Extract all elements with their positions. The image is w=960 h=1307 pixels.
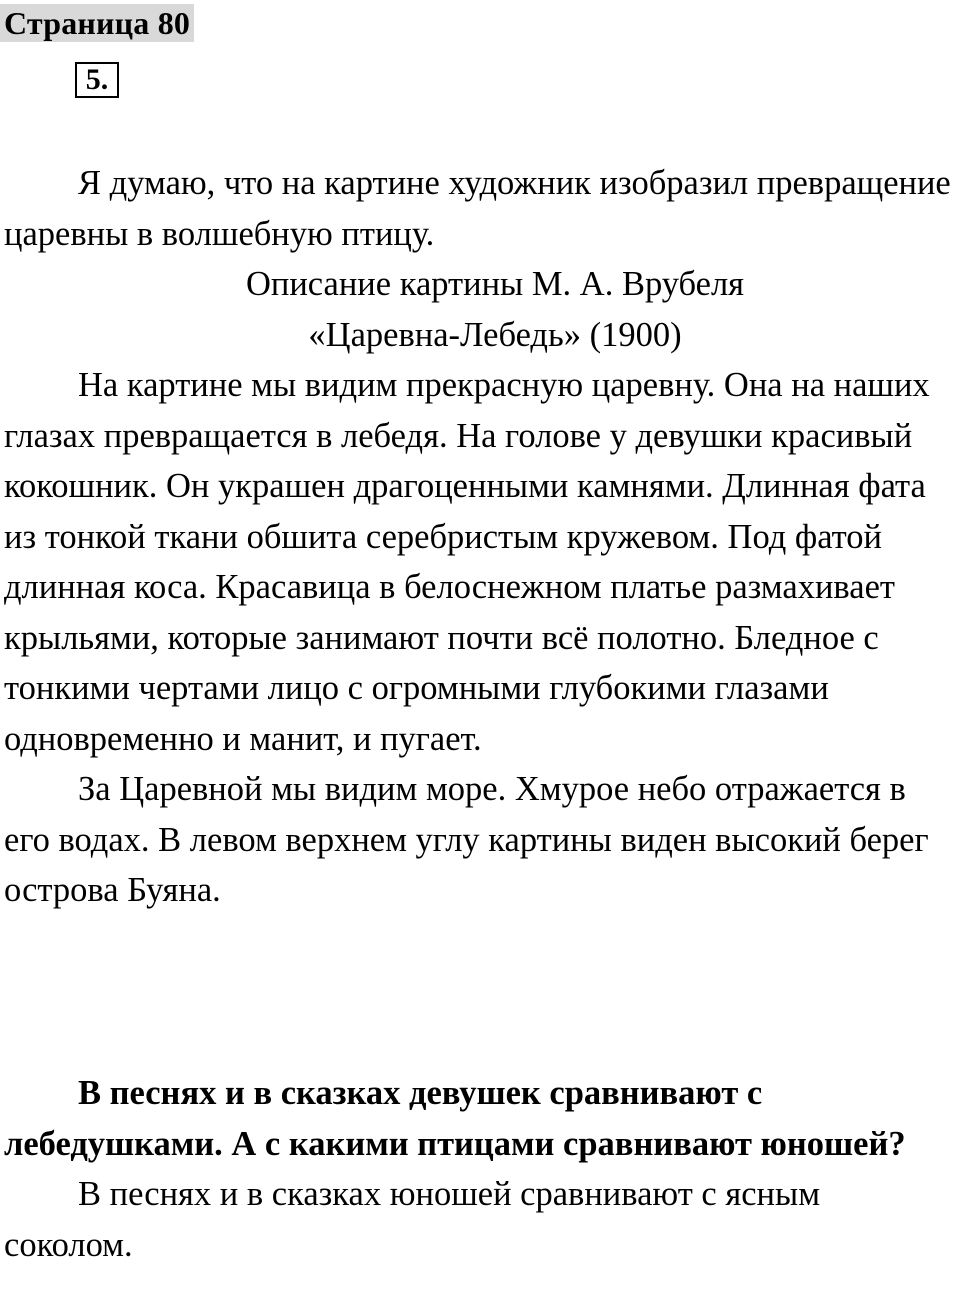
intro-paragraph: Я думаю, что на картине художник изобразил превращение царевны в волшебную птицу.	[4, 164, 951, 253]
essay-block	[4, 158, 956, 916]
essay-paragraph-1: На картине мы видим прекрасную царевну. Она на наших глазах превращается в лебедя. На голове у девушки красивый кокошник. Он украшен драгоценными камнями. Длинная фата из тонкой ткани обшита серебристым кружевом. Под фатой длинная коса. Красавица в белоснежном платье размахивает крыльями, которые занимают почти всё полотно. Бледное с тонкими чертами лицо с огромными глубокими глазами одновременно и манит, и пугает.	[4, 366, 930, 758]
page-label: Страница 80	[0, 4, 194, 42]
essay-title-line-2: «Царевна-Лебедь» (1900)	[308, 315, 682, 354]
essay-title-line-1: Описание картины М. А. Врубеля	[245, 265, 745, 303]
task-number-box: 5.	[75, 62, 119, 98]
question-text: В песнях и в сказках девушек сравнивают с лебедушками. А с какими птицами сравнивают юношей?	[4, 1074, 906, 1163]
answer-text: В песнях и в сказках юношей сравнивают с ясным соколом.	[4, 1175, 821, 1264]
question-block	[4, 1068, 956, 1270]
essay-paragraph-2: За Царевной мы видим море. Хмурое небо отражается в его водах. В левом верхнем углу картины виден высокий берег острова Буяна.	[4, 770, 929, 909]
